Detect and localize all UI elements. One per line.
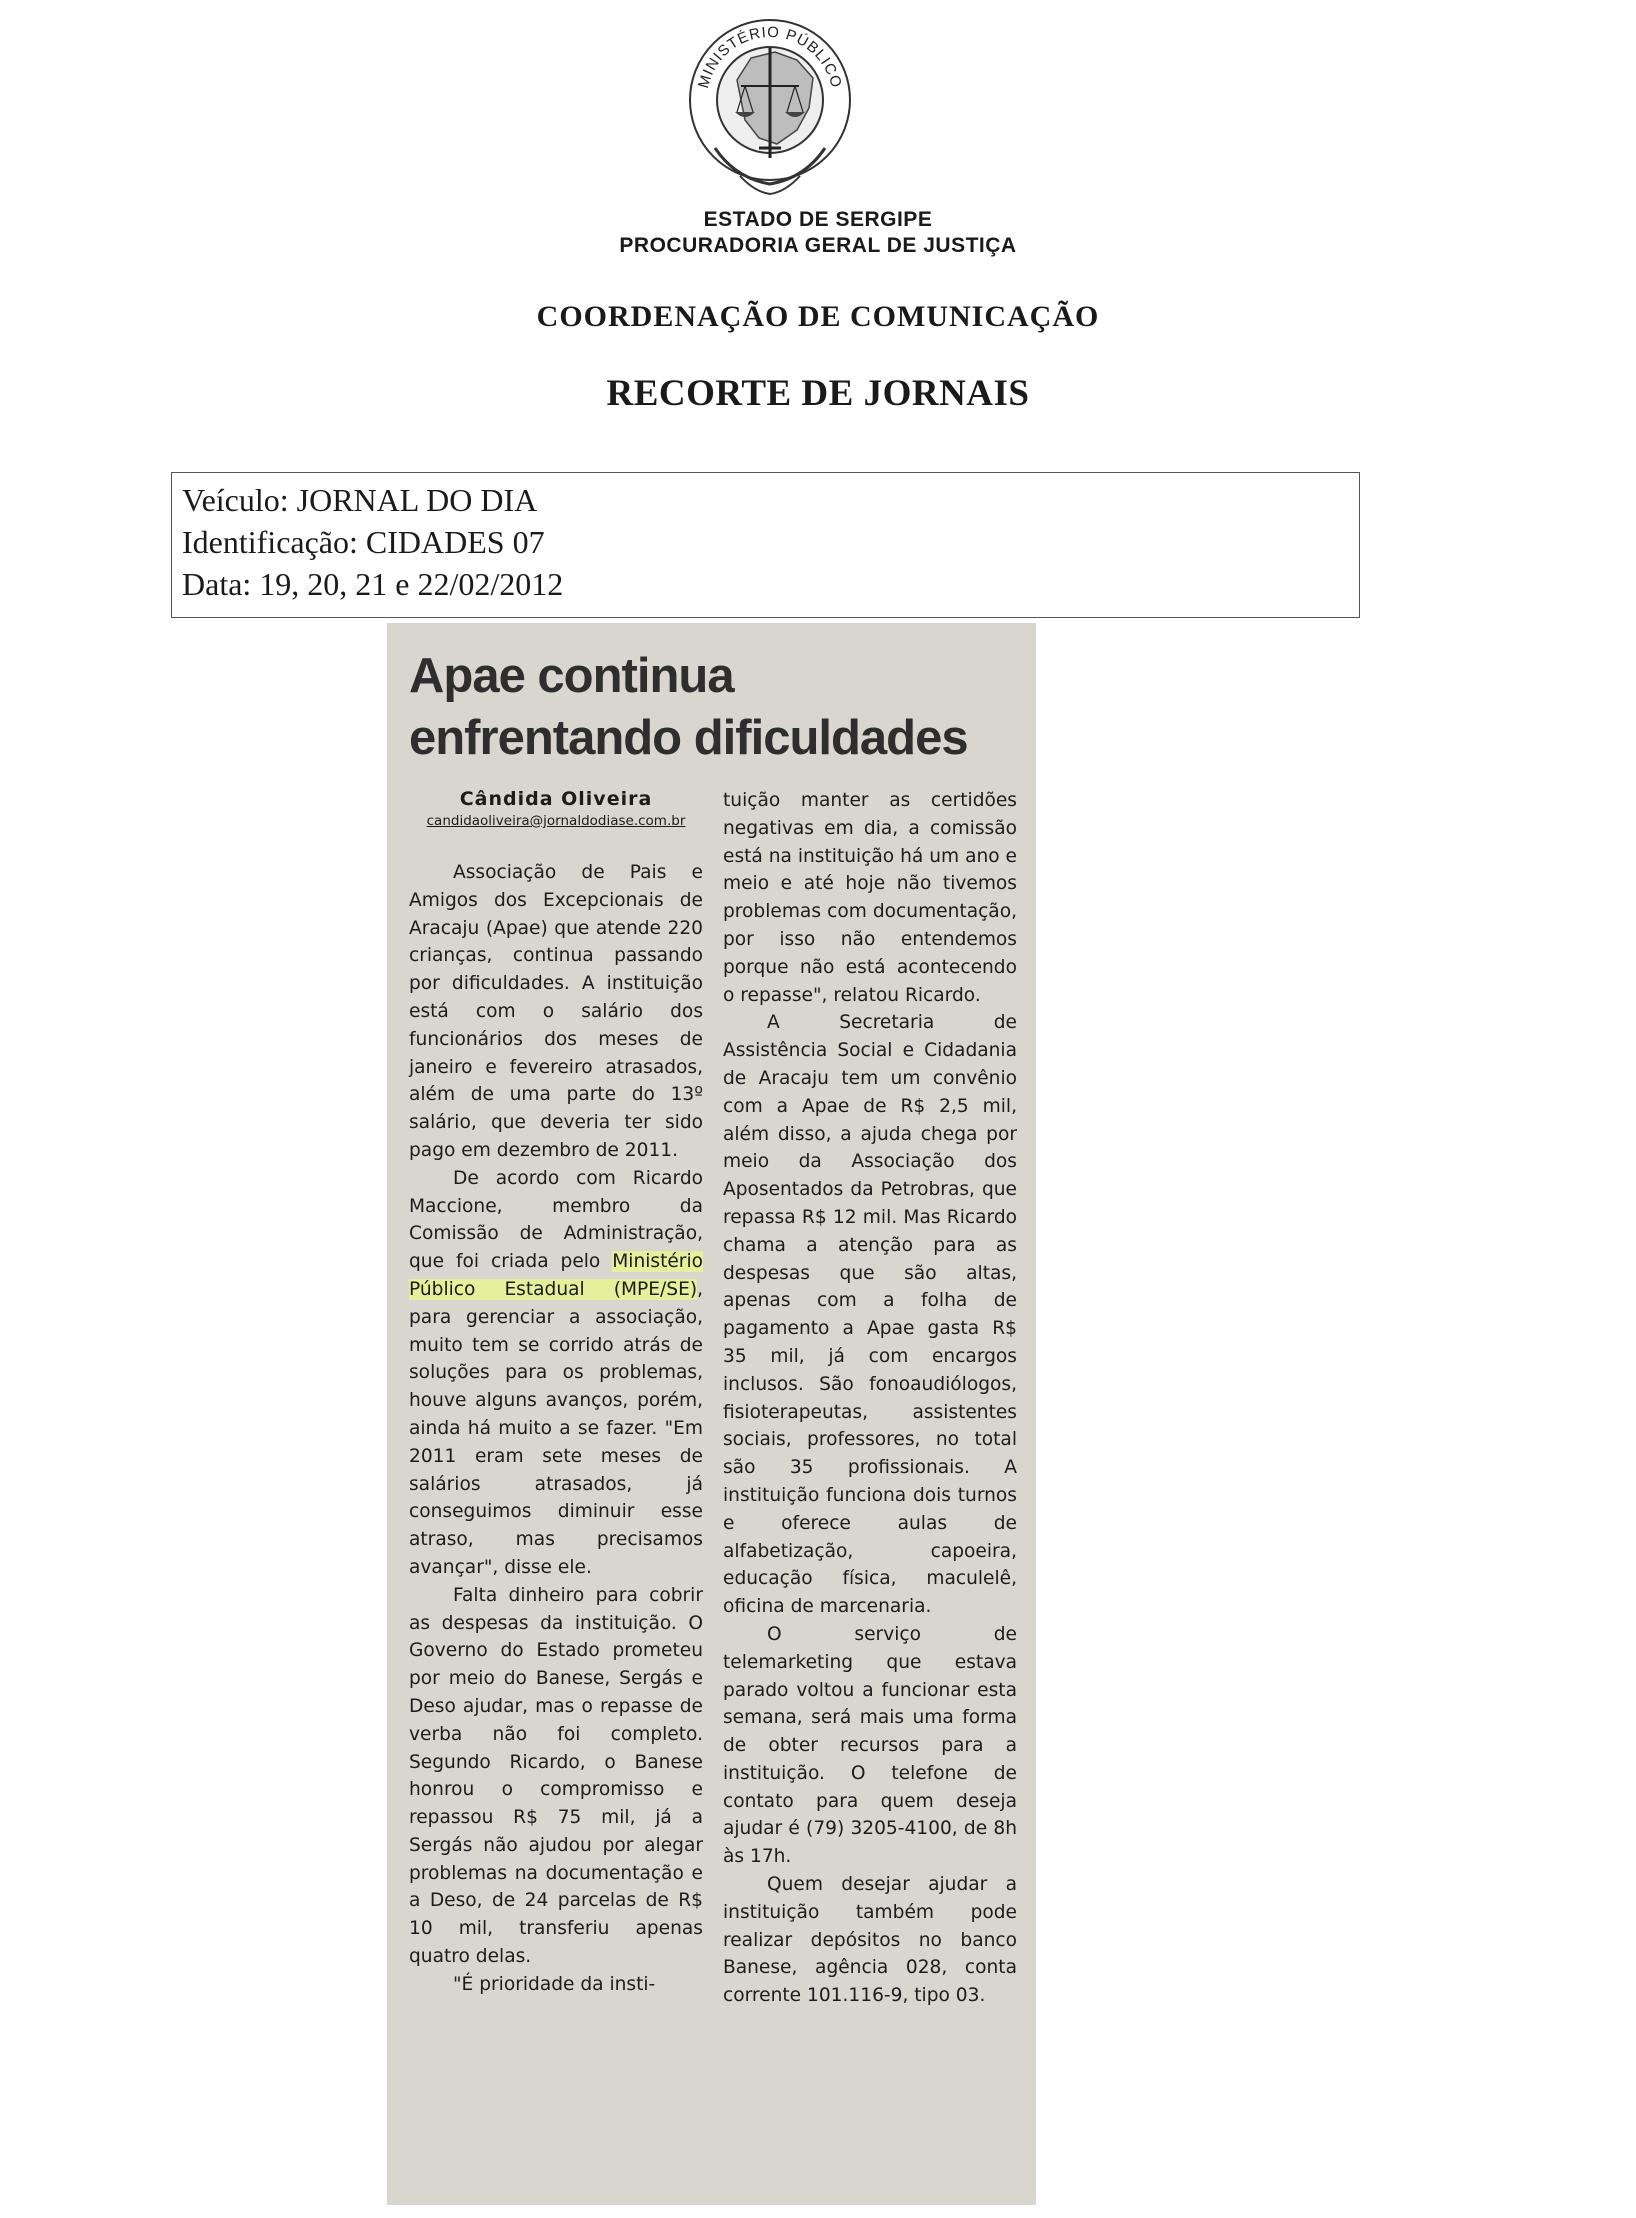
paragraph: A Secretaria de Assistência Social e Cidadania de Aracaju tem um convênio com a Apae de R$ 2,5 mil, além disso, a ajuda chega por meio da Associação dos Aposentados da Petrobras, que repassa R$ 12 mil. Mas Ricardo chama a atenção para as despesas que são altas, apenas com a folha de pagamento a Apae gasta R$ 35 mil, já com encargos inclusos. São fonoaudiólogos, fisioterapeutas, assistentes sociais, professores, no total são 35 profissionais. A instituição funciona dois turnos e oferece aulas de alfabetização, capoeira, educação física, maculelê, oficina de marcenaria. (723, 1012, 1017, 1618)
paragraph: "É prioridade da insti- (453, 1973, 656, 1995)
article-column-2 (723, 787, 1017, 2010)
identification-field: Identificação: CIDADES 07 (182, 524, 545, 560)
paragraph: tuição manter as certidões negativas em dia, a comissão está na instituição há um ano e meio e até hoje não tivemos problemas com documentação, por isso não entendemos porque não está acontecendo o repasse", relatou Ricardo. (723, 790, 1017, 1006)
article-columns (409, 787, 1018, 2010)
newspaper-clipping (387, 623, 1036, 2205)
author-email: candidaoliveira@jornaldodiase.com.br (426, 813, 686, 829)
article-author: Cândida Oliveira (459, 788, 653, 810)
paragraph-text: De acordo com Ricardo Maccione, membro da Comissão de Administração, que foi criada pelo (409, 1167, 703, 1273)
paragraph (409, 1165, 703, 1582)
date-field: Data: 19, 20, 21 e 22/02/2012 (182, 566, 564, 602)
clipping-info-box (171, 472, 1360, 618)
procuradoria-name: PROCURADORIA GERAL DE JUSTIÇA (619, 234, 1017, 257)
seal-text: MINISTÉRIO PÚBLICO (695, 23, 845, 91)
vehicle-field: Veículo: JORNAL DO DIA (182, 482, 538, 518)
state-name: ESTADO DE SERGIPE (703, 208, 933, 231)
headline-line-2: enfrentando dificuldades (409, 711, 968, 765)
document-title: RECORTE DE JORNAIS (606, 373, 1030, 414)
paragraph: O serviço de telemarketing que estava parado voltou a funcionar esta semana, será mais uma forma de obter recursos para a instituição. O telefone de contato para quem deseja ajudar é (79) 3205-4100, de 8h às 17h. (723, 1623, 1017, 1868)
article-column-1 (409, 787, 703, 2010)
paragraph: Quem desejar ajudar a instituição também pode realizar depósitos no banco Banese, agência 028, conta corrente 101.116-9, tipo 03. (723, 1874, 1017, 2007)
paragraph: Associação de Pais e Amigos dos Excepcionais de Aracaju (Apae) que atende 220 crianças, continua passando por dificuldades. A instituição está com o salário dos funcionários dos meses de janeiro e fevereiro atrasados, além de uma parte do 13º salário, que deveria ter sido pago em dezembro de 2011. (409, 862, 703, 1161)
coordination-title: COORDENAÇÃO DE COMUNICAÇÃO (536, 300, 1100, 333)
article-headline (409, 645, 1018, 769)
paragraph-text: , para gerenciar a associação, muito tem se corrido atrás de soluções para os problemas, houve alguns avanços, porém, ainda há muito a se fazer. "Em 2011 eram sete meses de salários atrasados, já conseguimos diminuir esse atraso, mas precisamos avançar", disse ele. (409, 1278, 703, 1578)
highlighted-text: Ministério Público Estadual (MPE/SE) (409, 1251, 703, 1300)
headline-line-1: Apae continua (409, 649, 734, 703)
ministerio-publico-seal-icon (685, 8, 855, 200)
paragraph: Falta dinheiro para cobrir as despesas da instituição. O Governo do Estado prometeu por meio do Banese, Sergás e Deso ajudar, mas o repasse de verba não foi completo. Segundo Ricardo, o Banese honrou o compromisso e repassou R$ 75 mil, já a Sergás não ajudou por alegar problemas na documentação e a Deso, de 24 parcelas de R$ 10 mil, transferiu apenas quatro delas. (409, 1584, 703, 1968)
